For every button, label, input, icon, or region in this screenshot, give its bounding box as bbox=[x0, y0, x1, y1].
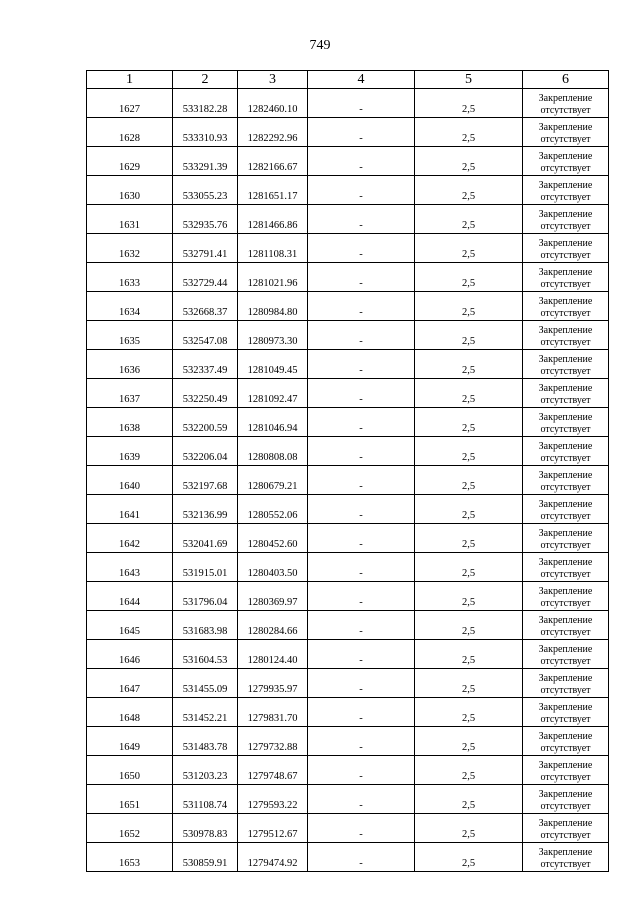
x-coordinate-cell: 531683.98 bbox=[173, 611, 238, 640]
fixing-status-line-2: отсутствует bbox=[540, 772, 591, 783]
point-number-cell: 1635 bbox=[87, 321, 173, 350]
y-coordinate-cell: 1281108.31 bbox=[238, 234, 308, 263]
table-row bbox=[87, 350, 609, 379]
fixing-status-cell bbox=[523, 553, 609, 582]
column-5-cell: 2,5 bbox=[415, 205, 523, 234]
table-row bbox=[87, 205, 609, 234]
column-5-cell: 2,5 bbox=[415, 843, 523, 872]
column-4-cell: - bbox=[308, 118, 415, 147]
x-coordinate-cell: 533055.23 bbox=[173, 176, 238, 205]
column-5-cell: 2,5 bbox=[415, 292, 523, 321]
header-row bbox=[87, 71, 609, 89]
fixing-status-cell bbox=[523, 524, 609, 553]
x-coordinate-cell: 530859.91 bbox=[173, 843, 238, 872]
y-coordinate-cell: 1282460.10 bbox=[238, 89, 308, 118]
table-row bbox=[87, 495, 609, 524]
fixing-status-line-2: отсутствует bbox=[540, 685, 591, 696]
table-row bbox=[87, 727, 609, 756]
table-row bbox=[87, 611, 609, 640]
fixing-status-line-2: отсутствует bbox=[540, 656, 591, 667]
fixing-status-line-1: Закрепление bbox=[538, 296, 593, 307]
fixing-status-cell bbox=[523, 727, 609, 756]
fixing-status-line-2: отсутствует bbox=[540, 801, 591, 812]
y-coordinate-cell: 1282166.67 bbox=[238, 147, 308, 176]
fixing-status-line-2: отсутствует bbox=[540, 163, 591, 174]
table-row bbox=[87, 785, 609, 814]
point-number-cell: 1631 bbox=[87, 205, 173, 234]
fixing-status-line-1: Закрепление bbox=[538, 151, 593, 162]
point-number-cell: 1634 bbox=[87, 292, 173, 321]
fixing-status-line-2: отсутствует bbox=[540, 569, 591, 580]
table-row bbox=[87, 176, 609, 205]
column-4-cell: - bbox=[308, 466, 415, 495]
fixing-status-line-1: Закрепление bbox=[538, 847, 593, 858]
y-coordinate-cell: 1280124.40 bbox=[238, 640, 308, 669]
fixing-status-line-2: отсутствует bbox=[540, 859, 591, 870]
fixing-status-line-2: отсутствует bbox=[540, 453, 591, 464]
fixing-status-line-1: Закрепление bbox=[538, 789, 593, 800]
table-row bbox=[87, 379, 609, 408]
fixing-status-cell bbox=[523, 263, 609, 292]
y-coordinate-cell: 1279593.22 bbox=[238, 785, 308, 814]
column-5-cell: 2,5 bbox=[415, 495, 523, 524]
fixing-status-cell bbox=[523, 437, 609, 466]
x-coordinate-cell: 530978.83 bbox=[173, 814, 238, 843]
point-number-cell: 1648 bbox=[87, 698, 173, 727]
y-coordinate-cell: 1280369.97 bbox=[238, 582, 308, 611]
point-number-cell: 1629 bbox=[87, 147, 173, 176]
fixing-status-line-1: Закрепление bbox=[538, 93, 593, 104]
fixing-status-cell bbox=[523, 321, 609, 350]
x-coordinate-cell: 533310.93 bbox=[173, 118, 238, 147]
x-coordinate-cell: 531915.01 bbox=[173, 553, 238, 582]
point-number-cell: 1647 bbox=[87, 669, 173, 698]
column-5-cell: 2,5 bbox=[415, 727, 523, 756]
fixing-status-line-2: отсутствует bbox=[540, 540, 591, 551]
fixing-status-cell bbox=[523, 611, 609, 640]
fixing-status-line-2: отсутствует bbox=[540, 221, 591, 232]
column-4-cell: - bbox=[308, 698, 415, 727]
column-4-cell: - bbox=[308, 147, 415, 176]
table-row bbox=[87, 437, 609, 466]
fixing-status-line-2: отсутствует bbox=[540, 192, 591, 203]
column-4-cell: - bbox=[308, 582, 415, 611]
column-4-cell: - bbox=[308, 669, 415, 698]
x-coordinate-cell: 531796.04 bbox=[173, 582, 238, 611]
fixing-status-line-2: отсутствует bbox=[540, 279, 591, 290]
table-row bbox=[87, 118, 609, 147]
column-5-cell: 2,5 bbox=[415, 669, 523, 698]
column-header-3: 3 bbox=[238, 71, 308, 89]
fixing-status-cell bbox=[523, 843, 609, 872]
table-row bbox=[87, 234, 609, 263]
fixing-status-line-2: отсутствует bbox=[540, 714, 591, 725]
point-number-cell: 1638 bbox=[87, 408, 173, 437]
fixing-status-line-2: отсутствует bbox=[540, 395, 591, 406]
fixing-status-line-1: Закрепление bbox=[538, 354, 593, 365]
table-row bbox=[87, 843, 609, 872]
point-number-cell: 1632 bbox=[87, 234, 173, 263]
fixing-status-line-1: Закрепление bbox=[538, 818, 593, 829]
x-coordinate-cell: 532200.59 bbox=[173, 408, 238, 437]
fixing-status-cell bbox=[523, 698, 609, 727]
fixing-status-cell bbox=[523, 814, 609, 843]
y-coordinate-cell: 1280984.80 bbox=[238, 292, 308, 321]
fixing-status-line-2: отсутствует bbox=[540, 482, 591, 493]
column-4-cell: - bbox=[308, 785, 415, 814]
fixing-status-cell bbox=[523, 582, 609, 611]
page-number: 749 bbox=[309, 38, 331, 53]
point-number-cell: 1640 bbox=[87, 466, 173, 495]
point-number-cell: 1637 bbox=[87, 379, 173, 408]
fixing-status-cell bbox=[523, 350, 609, 379]
column-5-cell: 2,5 bbox=[415, 553, 523, 582]
y-coordinate-cell: 1279474.92 bbox=[238, 843, 308, 872]
point-number-cell: 1644 bbox=[87, 582, 173, 611]
y-coordinate-cell: 1280284.66 bbox=[238, 611, 308, 640]
point-number-cell: 1652 bbox=[87, 814, 173, 843]
column-4-cell: - bbox=[308, 89, 415, 118]
y-coordinate-cell: 1280808.08 bbox=[238, 437, 308, 466]
y-coordinate-cell: 1279732.88 bbox=[238, 727, 308, 756]
y-coordinate-cell: 1279512.67 bbox=[238, 814, 308, 843]
table-row bbox=[87, 640, 609, 669]
x-coordinate-cell: 532197.68 bbox=[173, 466, 238, 495]
fixing-status-line-2: отсутствует bbox=[540, 250, 591, 261]
fixing-status-line-2: отсутствует bbox=[540, 627, 591, 638]
fixing-status-cell bbox=[523, 176, 609, 205]
point-number-cell: 1651 bbox=[87, 785, 173, 814]
fixing-status-line-1: Закрепление bbox=[538, 209, 593, 220]
fixing-status-line-2: отсутствует bbox=[540, 424, 591, 435]
fixing-status-cell bbox=[523, 147, 609, 176]
fixing-status-cell bbox=[523, 89, 609, 118]
column-4-cell: - bbox=[308, 843, 415, 872]
x-coordinate-cell: 532206.04 bbox=[173, 437, 238, 466]
point-number-cell: 1642 bbox=[87, 524, 173, 553]
column-5-cell: 2,5 bbox=[415, 263, 523, 292]
column-4-cell: - bbox=[308, 321, 415, 350]
column-4-cell: - bbox=[308, 379, 415, 408]
fixing-status-cell bbox=[523, 756, 609, 785]
column-header-5: 5 bbox=[415, 71, 523, 89]
fixing-status-line-1: Закрепление bbox=[538, 673, 593, 684]
y-coordinate-cell: 1280452.60 bbox=[238, 524, 308, 553]
x-coordinate-cell: 532250.49 bbox=[173, 379, 238, 408]
column-5-cell: 2,5 bbox=[415, 640, 523, 669]
fixing-status-line-1: Закрепление bbox=[538, 470, 593, 481]
column-header-6: 6 bbox=[523, 71, 609, 89]
y-coordinate-cell: 1280973.30 bbox=[238, 321, 308, 350]
table-row bbox=[87, 292, 609, 321]
fixing-status-cell bbox=[523, 379, 609, 408]
table-row bbox=[87, 553, 609, 582]
fixing-status-line-2: отсутствует bbox=[540, 134, 591, 145]
fixing-status-line-2: отсутствует bbox=[540, 105, 591, 116]
fixing-status-cell bbox=[523, 640, 609, 669]
column-4-cell: - bbox=[308, 263, 415, 292]
point-number-cell: 1643 bbox=[87, 553, 173, 582]
column-5-cell: 2,5 bbox=[415, 147, 523, 176]
column-4-cell: - bbox=[308, 350, 415, 379]
column-4-cell: - bbox=[308, 553, 415, 582]
column-5-cell: 2,5 bbox=[415, 814, 523, 843]
x-coordinate-cell: 531203.23 bbox=[173, 756, 238, 785]
fixing-status-line-1: Закрепление bbox=[538, 238, 593, 249]
column-4-cell: - bbox=[308, 205, 415, 234]
table-row bbox=[87, 756, 609, 785]
fixing-status-line-1: Закрепление bbox=[538, 586, 593, 597]
fixing-status-line-1: Закрепление bbox=[538, 731, 593, 742]
table-row bbox=[87, 669, 609, 698]
y-coordinate-cell: 1279748.67 bbox=[238, 756, 308, 785]
column-4-cell: - bbox=[308, 727, 415, 756]
column-5-cell: 2,5 bbox=[415, 118, 523, 147]
fixing-status-line-1: Закрепление bbox=[538, 615, 593, 626]
column-4-cell: - bbox=[308, 524, 415, 553]
fixing-status-line-2: отсутствует bbox=[540, 337, 591, 348]
column-header-1: 1 bbox=[87, 71, 173, 89]
fixing-status-line-1: Закрепление bbox=[538, 528, 593, 539]
column-4-cell: - bbox=[308, 292, 415, 321]
column-5-cell: 2,5 bbox=[415, 756, 523, 785]
x-coordinate-cell: 531604.53 bbox=[173, 640, 238, 669]
x-coordinate-cell: 531108.74 bbox=[173, 785, 238, 814]
fixing-status-line-1: Закрепление bbox=[538, 760, 593, 771]
point-number-cell: 1653 bbox=[87, 843, 173, 872]
x-coordinate-cell: 533182.28 bbox=[173, 89, 238, 118]
point-number-cell: 1633 bbox=[87, 263, 173, 292]
x-coordinate-cell: 532668.37 bbox=[173, 292, 238, 321]
table-row bbox=[87, 524, 609, 553]
y-coordinate-cell: 1281046.94 bbox=[238, 408, 308, 437]
fixing-status-cell bbox=[523, 118, 609, 147]
column-4-cell: - bbox=[308, 611, 415, 640]
column-4-cell: - bbox=[308, 640, 415, 669]
fixing-status-line-1: Закрепление bbox=[538, 267, 593, 278]
point-number-cell: 1645 bbox=[87, 611, 173, 640]
column-5-cell: 2,5 bbox=[415, 379, 523, 408]
y-coordinate-cell: 1279935.97 bbox=[238, 669, 308, 698]
column-5-cell: 2,5 bbox=[415, 524, 523, 553]
x-coordinate-cell: 532547.08 bbox=[173, 321, 238, 350]
point-number-cell: 1636 bbox=[87, 350, 173, 379]
fixing-status-line-1: Закрепление bbox=[538, 644, 593, 655]
fixing-status-cell bbox=[523, 466, 609, 495]
fixing-status-line-2: отсутствует bbox=[540, 830, 591, 841]
fixing-status-cell bbox=[523, 669, 609, 698]
y-coordinate-cell: 1280403.50 bbox=[238, 553, 308, 582]
point-number-cell: 1627 bbox=[87, 89, 173, 118]
table-row bbox=[87, 408, 609, 437]
table-row bbox=[87, 321, 609, 350]
x-coordinate-cell: 532041.69 bbox=[173, 524, 238, 553]
column-5-cell: 2,5 bbox=[415, 321, 523, 350]
y-coordinate-cell: 1281092.47 bbox=[238, 379, 308, 408]
table-row bbox=[87, 89, 609, 118]
fixing-status-line-2: отсутствует bbox=[540, 598, 591, 609]
x-coordinate-cell: 532729.44 bbox=[173, 263, 238, 292]
column-4-cell: - bbox=[308, 495, 415, 524]
fixing-status-line-1: Закрепление bbox=[538, 499, 593, 510]
y-coordinate-cell: 1281049.45 bbox=[238, 350, 308, 379]
x-coordinate-cell: 531483.78 bbox=[173, 727, 238, 756]
table-row bbox=[87, 582, 609, 611]
column-4-cell: - bbox=[308, 437, 415, 466]
fixing-status-line-1: Закрепление bbox=[538, 412, 593, 423]
point-number-cell: 1639 bbox=[87, 437, 173, 466]
fixing-status-cell bbox=[523, 495, 609, 524]
column-5-cell: 2,5 bbox=[415, 582, 523, 611]
fixing-status-line-2: отсутствует bbox=[540, 366, 591, 377]
table-body bbox=[87, 89, 609, 872]
point-number-cell: 1650 bbox=[87, 756, 173, 785]
fixing-status-line-1: Закрепление bbox=[538, 325, 593, 336]
x-coordinate-cell: 532337.49 bbox=[173, 350, 238, 379]
column-5-cell: 2,5 bbox=[415, 408, 523, 437]
column-5-cell: 2,5 bbox=[415, 234, 523, 263]
fixing-status-line-2: отсутствует bbox=[540, 511, 591, 522]
column-4-cell: - bbox=[308, 408, 415, 437]
fixing-status-line-1: Закрепление bbox=[538, 702, 593, 713]
y-coordinate-cell: 1280679.21 bbox=[238, 466, 308, 495]
point-number-cell: 1630 bbox=[87, 176, 173, 205]
table-row bbox=[87, 263, 609, 292]
y-coordinate-cell: 1281651.17 bbox=[238, 176, 308, 205]
column-5-cell: 2,5 bbox=[415, 89, 523, 118]
y-coordinate-cell: 1281466.86 bbox=[238, 205, 308, 234]
column-5-cell: 2,5 bbox=[415, 176, 523, 205]
fixing-status-line-1: Закрепление bbox=[538, 441, 593, 452]
y-coordinate-cell: 1279831.70 bbox=[238, 698, 308, 727]
table-header bbox=[87, 71, 609, 89]
point-number-cell: 1641 bbox=[87, 495, 173, 524]
table-row bbox=[87, 147, 609, 176]
fixing-status-line-1: Закрепление bbox=[538, 180, 593, 191]
fixing-status-cell bbox=[523, 292, 609, 321]
fixing-status-line-1: Закрепление bbox=[538, 122, 593, 133]
column-header-4: 4 bbox=[308, 71, 415, 89]
column-5-cell: 2,5 bbox=[415, 698, 523, 727]
x-coordinate-cell: 532791.41 bbox=[173, 234, 238, 263]
column-5-cell: 2,5 bbox=[415, 437, 523, 466]
fixing-status-line-2: отсутствует bbox=[540, 308, 591, 319]
fixing-status-cell bbox=[523, 234, 609, 263]
point-number-cell: 1628 bbox=[87, 118, 173, 147]
column-4-cell: - bbox=[308, 176, 415, 205]
x-coordinate-cell: 533291.39 bbox=[173, 147, 238, 176]
column-5-cell: 2,5 bbox=[415, 466, 523, 495]
point-number-cell: 1646 bbox=[87, 640, 173, 669]
fixing-status-cell bbox=[523, 205, 609, 234]
y-coordinate-cell: 1281021.96 bbox=[238, 263, 308, 292]
y-coordinate-cell: 1280552.06 bbox=[238, 495, 308, 524]
x-coordinate-cell: 532935.76 bbox=[173, 205, 238, 234]
table-row bbox=[87, 698, 609, 727]
column-5-cell: 2,5 bbox=[415, 785, 523, 814]
column-header-2: 2 bbox=[173, 71, 238, 89]
table-row bbox=[87, 466, 609, 495]
x-coordinate-cell: 531455.09 bbox=[173, 669, 238, 698]
x-coordinate-cell: 531452.21 bbox=[173, 698, 238, 727]
column-4-cell: - bbox=[308, 814, 415, 843]
x-coordinate-cell: 532136.99 bbox=[173, 495, 238, 524]
fixing-status-line-1: Закрепление bbox=[538, 557, 593, 568]
column-4-cell: - bbox=[308, 234, 415, 263]
fixing-status-cell bbox=[523, 785, 609, 814]
column-5-cell: 2,5 bbox=[415, 611, 523, 640]
fixing-status-line-1: Закрепление bbox=[538, 383, 593, 394]
table-row bbox=[87, 814, 609, 843]
column-5-cell: 2,5 bbox=[415, 350, 523, 379]
y-coordinate-cell: 1282292.96 bbox=[238, 118, 308, 147]
point-number-cell: 1649 bbox=[87, 727, 173, 756]
coordinates-table bbox=[86, 70, 609, 872]
column-4-cell: - bbox=[308, 756, 415, 785]
fixing-status-cell bbox=[523, 408, 609, 437]
fixing-status-line-2: отсутствует bbox=[540, 743, 591, 754]
